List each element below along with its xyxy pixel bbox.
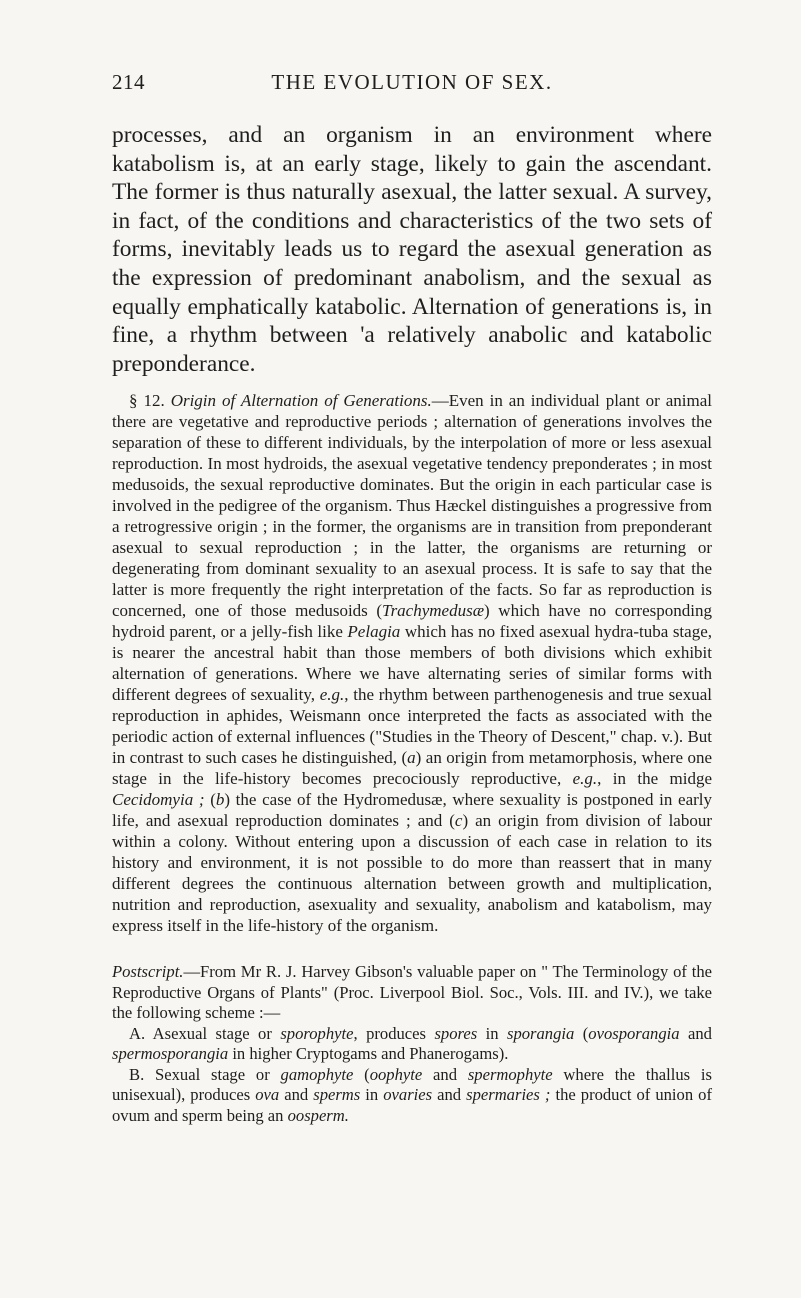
term-pelagia: Pelagia xyxy=(347,622,401,642)
term-ova: ova xyxy=(255,1085,280,1105)
postscript-text: —From Mr R. J. Harvey Gibson's valuable paper on " The Terminology of the Reproductive Organs of Plants" (Proc. Liverpool Biol. Soc., Vols. III. and IV.), we take the following scheme :— xyxy=(112,962,712,1023)
scheme-item-b xyxy=(112,1065,712,1127)
letter-c: c xyxy=(454,811,463,831)
term-spores: spores xyxy=(434,1023,478,1043)
term-gamophyte: gamophyte xyxy=(280,1064,354,1084)
section-text-1: —Even in an individual plant or animal there are vegetative and reproductive periods ; alternation of generations involves the separation of these to different individuals, by the interpolation of more or less asexual reproduction. In most hydroids, the asexual vegetative tendency preponderates ; in most medusoids, the sexual reproductive dominates. But the origin in each particular case is involved in the pedigree of the organism. Thus Hæckel distinguishes a progressive from a retrogressive origin ; in the former, the organisms are in transition from preponderant asexual to sexual reproduction ; in the latter, the organisms are returning or degenerating from dominant sexuality to an asexual process. It is safe to say that the latter is more frequently the right interpretation of the facts. So far as reproduction is concerned, one of those medusoids ( xyxy=(112,391,713,621)
item-a-text-3: ( xyxy=(574,1023,589,1043)
eg-abbrev-1: e.g. xyxy=(319,685,345,705)
term-spermosporangia: spermosporangia xyxy=(112,1044,229,1064)
item-b-text-5: in xyxy=(360,1085,384,1105)
term-oosperm: oosperm. xyxy=(287,1105,349,1125)
section-text-5: ) an origin from metamorphosis, where one stage in the life-history becomes precociously reproductive, xyxy=(112,748,712,789)
item-a-text-1: , produces xyxy=(353,1023,435,1043)
item-b-text-6: and xyxy=(432,1085,467,1105)
term-spermaries: spermaries ; xyxy=(466,1085,551,1105)
section-text-7: ( xyxy=(204,790,216,810)
term-oophyte: oophyte xyxy=(369,1064,423,1084)
running-title: THE EVOLUTION OF SEX. xyxy=(271,70,553,94)
item-a-text-2: in xyxy=(477,1023,507,1043)
section-12-paragraph xyxy=(112,390,712,936)
item-b-text-4: and xyxy=(279,1085,314,1105)
item-b-text-7: the product of union of ovum and sperm being an xyxy=(112,1085,712,1125)
section-text-8: ) the case of the Hydromedusæ, where sexuality is postponed in early life, and asexual reproduction dominates ; and ( xyxy=(112,790,712,831)
postscript-label: Postscript. xyxy=(112,962,184,982)
running-head xyxy=(112,70,712,100)
item-a-prefix: A. Asexual stage or xyxy=(129,1023,281,1043)
item-a-text-5: in higher Cryptogams and Phanerogams). xyxy=(228,1044,509,1064)
term-trachymedusae: Trachymedusæ xyxy=(382,601,485,621)
item-a-text-4: and xyxy=(679,1023,712,1043)
letter-a: a xyxy=(407,748,416,768)
section-text-4: , the rhythm between parthenogenesis and true sexual reproduction in aphides, Weismann once interpreted the facts as associated with the periodic action of external influences ("Studies in the Theory of Descent," chap. v.). But in contrast to such cases he distinguished, ( xyxy=(112,685,712,768)
postscript-paragraph xyxy=(112,962,712,1024)
section-text-3: which has no fixed asexual hydra-tuba stage, is nearer the ancestral habit than those members of both divisions which exhibit alternation of generations. Where we have alternating series of similar forms with different degrees of sexuality, xyxy=(112,622,713,705)
term-sperms: sperms xyxy=(313,1085,361,1105)
term-ovosporangia: ovosporangia xyxy=(588,1023,680,1043)
section-number: § 12. xyxy=(129,391,165,411)
book-page xyxy=(112,70,712,1126)
letter-b: b xyxy=(215,790,225,810)
item-b-prefix: B. Sexual stage or xyxy=(129,1064,281,1084)
scheme-item-a xyxy=(112,1024,712,1065)
page-number: 214 xyxy=(112,70,145,94)
item-b-text-3: where the thallus is unisexual), produces xyxy=(112,1064,712,1105)
term-sporangia: sporangia xyxy=(506,1023,575,1043)
term-spermophyte: spermophyte xyxy=(467,1064,553,1084)
term-sporophyte: sporophyte xyxy=(280,1023,354,1043)
section-text-2: ) which have no corresponding hydroid parent, or a jelly-fish like xyxy=(112,601,712,642)
lead-paragraph: processes, and an organism in an environment where katabolism is, at an early stage, likely to gain the ascendant. The former is thus naturally asexual, the latter sexual. A survey, in fact, of the conditions and characteristics of the two sets of forms, inevitably leads us to regard the asexual generation as the expression of predominant anabolism, and the sexual as equally emphatically katabolic. Alternation of generations is, in fine, a rhythm between 'a relatively anabolic and katabolic preponderance. xyxy=(112,122,712,377)
term-ovaries: ovaries xyxy=(383,1085,433,1105)
section-text-9: ) an origin from division of labour within a colony. Without entering upon a discussion of each case in relation to its history and environment, it is not possible to do more than reassert that in many different degrees the continuous alternation between growth and multiplication, nutrition and reproduction, asexuality and sexuality, anabolism and katabolism, may express itself in the life-history of the organism. xyxy=(112,811,712,936)
section-text-6: , in the midge xyxy=(597,769,713,789)
eg-abbrev-2: e.g. xyxy=(572,769,598,789)
term-cecidomyia: Cecidomyia ; xyxy=(112,790,205,810)
item-b-text-1: ( xyxy=(353,1064,370,1084)
item-b-text-2: and xyxy=(422,1064,468,1084)
section-heading: Origin of Alternation of Generations. xyxy=(170,391,432,411)
